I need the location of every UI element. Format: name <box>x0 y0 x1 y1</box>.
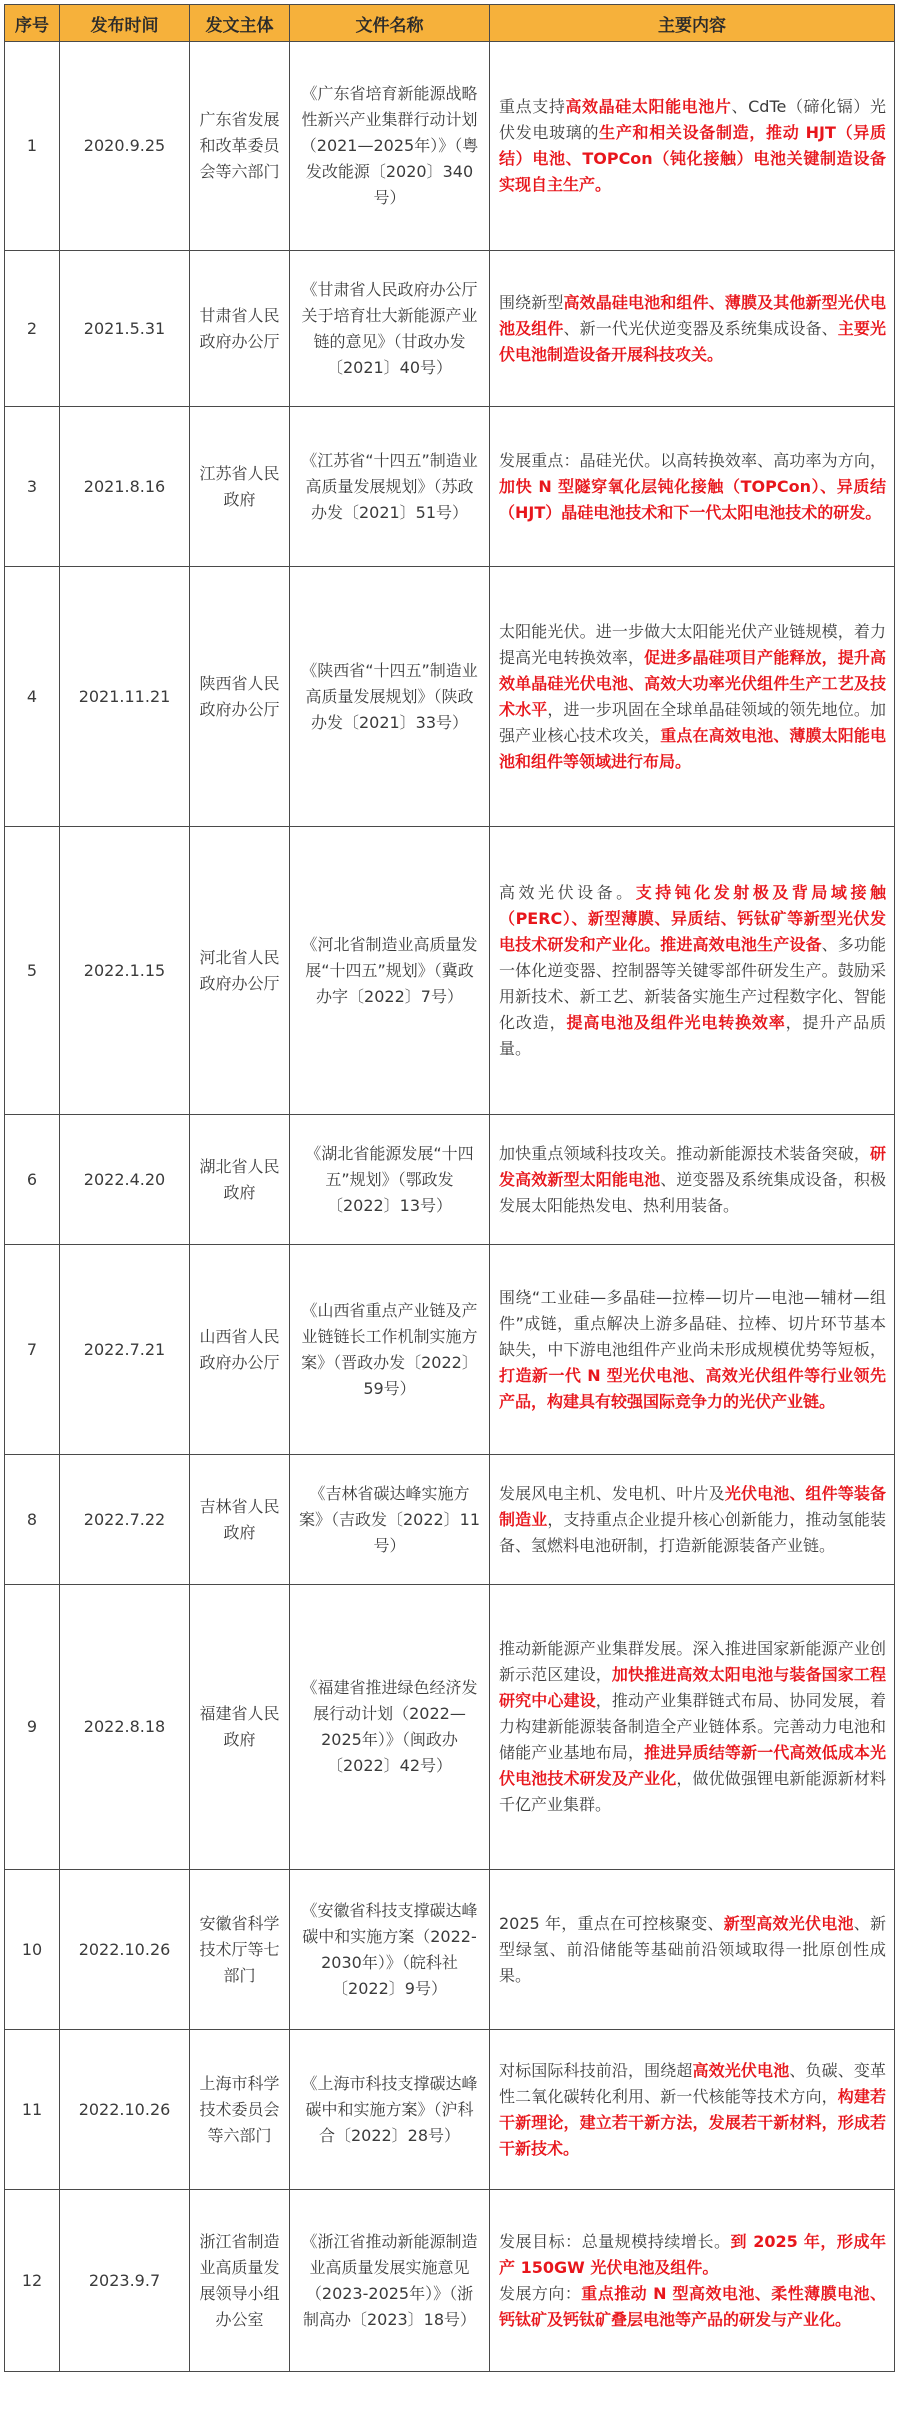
table-header <box>5 5 895 42</box>
issuing-body: 浙江省制造业高质量发展领导小组办公室 <box>190 2190 290 2372</box>
release-date: 2022.1.15 <box>60 827 190 1115</box>
content-segment: 、新一代光伏逆变器及系统集成设备、 <box>563 318 838 338</box>
document-name: 《上海市科技支撑碳达峰碳中和实施方案》（沪科合〔2022〕28号） <box>290 2030 490 2190</box>
content-segment: ，提升产品质量。 <box>499 1012 886 1058</box>
main-content <box>490 42 895 251</box>
issuing-body: 湖北省人民政府 <box>190 1115 290 1245</box>
release-date: 2023.9.7 <box>60 2190 190 2372</box>
table-row <box>5 1870 895 2030</box>
document-name: 《福建省推进绿色经济发展行动计划（2022—2025年）》（闽政办〔2022〕42号） <box>290 1585 490 1870</box>
row-number: 5 <box>5 827 60 1115</box>
content-segment: 围绕新型 <box>499 292 564 312</box>
content-segment: 推动新能源产业集群发展。深入推进国家新能源产业创新示范区建设， <box>499 1639 886 1684</box>
content-segment: 、新型绿氢、前沿储能等基础前沿领域取得一批原创性成果。 <box>499 1913 886 1985</box>
row-number: 3 <box>5 407 60 567</box>
table-row <box>5 567 895 827</box>
document-name: 《广东省培育新能源战略性新兴产业集群行动计划（2021—2025年）》（粤发改能源〔2020〕340号） <box>290 42 490 251</box>
main-content <box>490 251 895 407</box>
content-segment: 提高电池及组件光电转换效率 <box>566 1012 786 1032</box>
document-name: 《河北省制造业高质量发展“十四五”规划》（冀政办字〔2022〕7号） <box>290 827 490 1115</box>
table-row <box>5 827 895 1115</box>
content-segment: 重点在高效电池、薄膜太阳能电池和组件等领域进行布局。 <box>499 725 886 771</box>
table-body <box>5 42 895 2372</box>
row-number: 1 <box>5 42 60 251</box>
release-date: 2022.10.26 <box>60 2030 190 2190</box>
row-number: 12 <box>5 2190 60 2372</box>
table-row <box>5 42 895 251</box>
content-segment: 、逆变器及系统集成设备，积极发展太阳能热发电、热利用装备。 <box>499 1169 886 1215</box>
issuing-body: 陕西省人民政府办公厅 <box>190 567 290 827</box>
content-segment: 高效光伏设备。 <box>499 882 636 902</box>
header-issuer: 发文主体 <box>190 5 290 42</box>
table-row <box>5 407 895 567</box>
content-segment: ，做优做强锂电新能源新材料千亿产业集群。 <box>499 1769 886 1814</box>
header-date: 发布时间 <box>60 5 190 42</box>
row-number: 11 <box>5 2030 60 2190</box>
issuing-body: 福建省人民政府 <box>190 1585 290 1870</box>
content-segment: 发展方向： <box>499 2283 582 2303</box>
issuing-body: 甘肃省人民政府办公厅 <box>190 251 290 407</box>
row-number: 8 <box>5 1455 60 1585</box>
row-number: 2 <box>5 251 60 407</box>
content-segment: 重点支持 <box>499 97 566 116</box>
content-segment: ，支持重点企业提升核心创新能力，推动氢能装备、氢燃料电池研制，打造新能源装备产业链。 <box>499 1509 886 1555</box>
content-segment: 主要光伏电池制造设备开展科技攻关。 <box>499 318 886 364</box>
document-name: 《江苏省“十四五”制造业高质量发展规划》（苏政办发〔2021〕51号） <box>290 407 490 567</box>
main-content <box>490 1585 895 1870</box>
release-date: 2022.7.21 <box>60 1245 190 1455</box>
content-segment: 发展风电主机、发电机、叶片及 <box>499 1483 725 1503</box>
header-document: 文件名称 <box>290 5 490 42</box>
table-row <box>5 1455 895 1585</box>
issuing-body: 安徽省科学技术厅等七部门 <box>190 1870 290 2030</box>
document-name: 《安徽省科技支撑碳达峰碳中和实施方案（2022-2030年）》（皖科社〔2022〕9号） <box>290 1870 490 2030</box>
release-date: 2022.4.20 <box>60 1115 190 1245</box>
content-segment: 加快推进高效太阳电池与装备国家工程研究中心建设 <box>499 1665 886 1710</box>
main-content <box>490 1455 895 1585</box>
table-row <box>5 1245 895 1455</box>
row-number: 4 <box>5 567 60 827</box>
row-number: 7 <box>5 1245 60 1455</box>
issuing-body: 河北省人民政府办公厅 <box>190 827 290 1115</box>
release-date: 2021.8.16 <box>60 407 190 567</box>
content-segment: 重点推动 N 型高效电池、柔性薄膜电池、钙钛矿及钙钛矿叠层电池等产品的研发与产业化。 <box>499 2283 886 2329</box>
content-segment: 打造新一代 N 型光伏电池、高效光伏组件等行业领先产品，构建具有较强国际竞争力的光伏产业链。 <box>499 1365 886 1411</box>
table-row <box>5 2190 895 2372</box>
header-row <box>5 5 895 42</box>
content-segment: 构建若干新理论，建立若干新方法，发展若干新材料，形成若干新技术。 <box>499 2086 886 2158</box>
main-content <box>490 2190 895 2372</box>
document-name: 《甘肃省人民政府办公厅关于培育壮大新能源产业链的意见》（甘政办发〔2021〕40号） <box>290 251 490 407</box>
policy-table <box>4 4 895 2372</box>
document-name: 《湖北省能源发展“十四五”规划》（鄂政发〔2022〕13号） <box>290 1115 490 1245</box>
document-name: 《山西省重点产业链及产业链链长工作机制实施方案》（晋政办发〔2022〕59号） <box>290 1245 490 1455</box>
release-date: 2020.9.25 <box>60 42 190 251</box>
issuing-body: 广东省发展和改革委员会等六部门 <box>190 42 290 251</box>
main-content <box>490 1245 895 1455</box>
release-date: 2022.8.18 <box>60 1585 190 1870</box>
content-segment: 推进异质结等新一代高效低成本光伏电池技术研发及产业化 <box>499 1743 886 1788</box>
content-segment: 生产和相关设备制造，推动 HJT（异质结）电池、TOPCon（钝化接触）电池关键制造设备实现自主生产。 <box>499 123 886 194</box>
content-segment: 高效光伏电池 <box>692 2060 790 2080</box>
row-number: 9 <box>5 1585 60 1870</box>
content-segment: 研发高效新型太阳能电池 <box>499 1143 886 1189</box>
issuing-body: 上海市科学技术委员会等六部门 <box>190 2030 290 2190</box>
content-segment: 促进多晶硅项目产能释放，提升高效单晶硅光伏电池、高效大功率光伏组件生产工艺及技术水平 <box>499 647 886 719</box>
content-segment: 太阳能光伏。进一步做大太阳能光伏产业链规模，着力提高光电转换效率， <box>499 621 886 667</box>
content-segment: 光伏电池、组件等装备制造业 <box>499 1483 886 1529</box>
table-row <box>5 2030 895 2190</box>
table-row <box>5 1115 895 1245</box>
content-segment: 对标国际科技前沿，围绕超 <box>499 2060 693 2080</box>
main-content <box>490 567 895 827</box>
content-segment: 围绕“工业硅—多晶硅—拉棒—切片—电池—辅材—组件”成链，重点解决上游多晶硅、拉棒、切片环节基本缺失，中下游电池组件产业尚未形成规模优势等短板， <box>499 1287 886 1359</box>
content-segment: 发展重点：晶硅光伏。以高转换效率、高功率为方向， <box>499 450 886 470</box>
content-segment: 加快重点领域科技攻关。推动新能源技术装备突破， <box>499 1143 870 1163</box>
main-content <box>490 1870 895 2030</box>
content-segment: 新型高效光伏电池 <box>723 1913 854 1933</box>
content-segment: 加快 N 型隧穿氧化层钝化接触（TOPCon）、异质结（HJT）晶硅电池技术和下一代太阳电池技术的研发。 <box>499 476 886 522</box>
issuing-body: 山西省人民政府办公厅 <box>190 1245 290 1455</box>
release-date: 2021.11.21 <box>60 567 190 827</box>
content-segment: 高效晶硅电池和组件、薄膜及其他新型光伏电池及组件 <box>499 292 886 338</box>
content-segment: 到 2025 年，形成年产 150GW 光伏电池及组件。 <box>499 2231 886 2277</box>
table-row <box>5 1585 895 1870</box>
main-content <box>490 407 895 567</box>
table-row <box>5 251 895 407</box>
document-name: 《陕西省“十四五”制造业高质量发展规划》（陕政办发〔2021〕33号） <box>290 567 490 827</box>
release-date: 2022.10.26 <box>60 1870 190 2030</box>
row-number: 6 <box>5 1115 60 1245</box>
main-content <box>490 827 895 1115</box>
content-segment: 、多功能一体化逆变器、控制器等关键零部件研发生产。鼓励采用新技术、新工艺、新装备实施生产过程数字化、智能化改造， <box>499 934 886 1032</box>
document-name: 《吉林省碳达峰实施方案》（吉政发〔2022〕11号） <box>290 1455 490 1585</box>
content-segment: 、CdTe（碲化镉）光伏发电玻璃的 <box>499 97 886 142</box>
issuing-body: 江苏省人民政府 <box>190 407 290 567</box>
content-segment: 高效晶硅太阳能电池片 <box>565 97 732 116</box>
issuing-body: 吉林省人民政府 <box>190 1455 290 1585</box>
content-segment: 发展目标：总量规模持续增长。 <box>499 2231 731 2251</box>
release-date: 2022.7.22 <box>60 1455 190 1585</box>
main-content <box>490 2030 895 2190</box>
content-segment: ，推动产业集群链式布局、协同发展，着力构建新能源装备制造全产业链体系。完善动力电池和储能产业基地布局， <box>499 1691 886 1762</box>
content-segment: ，进一步巩固在全球单晶硅领域的领先地位。加强产业核心技术攻关， <box>499 699 886 745</box>
header-content: 主要内容 <box>490 5 895 42</box>
header-no: 序号 <box>5 5 60 42</box>
content-segment: 、负碳、变革性二氧化碳转化利用、新一代核能等技术方向， <box>499 2060 886 2106</box>
row-number: 10 <box>5 1870 60 2030</box>
main-content <box>490 1115 895 1245</box>
content-segment: 2025 年，重点在可控核聚变、 <box>499 1913 724 1933</box>
document-name: 《浙江省推动新能源制造业高质量发展实施意见（2023-2025年）》（浙制高办〔2023〕18号） <box>290 2190 490 2372</box>
release-date: 2021.5.31 <box>60 251 190 407</box>
content-segment: 支持钝化发射极及背局域接触（PERC）、新型薄膜、异质结、钙钛矿等新型光伏发电技术研发和产业化。推进高效电池生产设备 <box>499 882 886 954</box>
